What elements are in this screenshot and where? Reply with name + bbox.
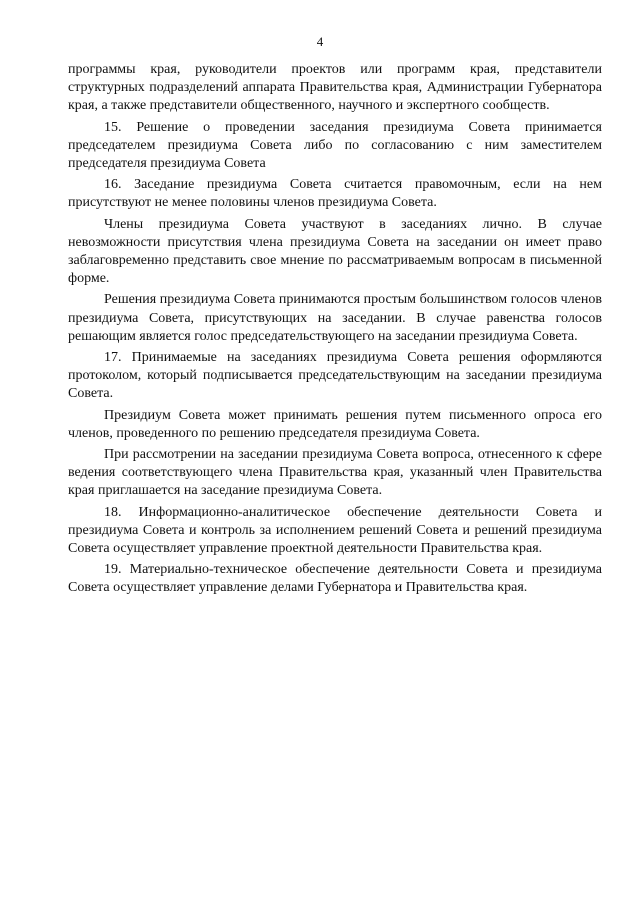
page-number: 4 [316, 34, 324, 49]
paragraph-continuation: программы края, руководители проектов или программ края, представители структурных подразделений аппарата Правительства края, Администрации Губернатора края, а также представители общественного, научного и экспертного сообществ. [68, 62, 602, 114]
paragraph-item-19: 19. Материально-техническое обеспечение деятельности Совета и президиума Совета осуществляет управление делами Губернатора и Правительства края. [68, 562, 602, 596]
paragraph-item-16: 16. Заседание президиума Совета считается правомочным, если на нем присутствуют не менее половины членов президиума Совета. [68, 177, 602, 211]
paragraph-item-18: 18. Информационно-аналитическое обеспечение деятельности Совета и президиума Совета и контроль за исполнением решений Совета и решений президиума Совета осуществляет управление проектной деятельности Правительства края. [68, 504, 602, 557]
paragraph-item-15: 15. Решение о проведении заседания президиума Совета принимается председателем президиума Совета либо по согласованию с ним заместителем председателя президиума Совета [68, 119, 602, 172]
paragraph-item-17: 17. Принимаемые на заседаниях президиума Совета решения оформляются протоколом, который подписывается председательствующим на заседании президиума Совета. [68, 350, 602, 402]
document-body [68, 61, 602, 598]
paragraph-written-poll: Президиум Совета может принимать решения путем письменного опроса его членов, проведенного по решению председателя президиума Совета. [68, 407, 602, 441]
paragraph-government-member-invitation: При рассмотрении на заседании президиума Совета вопроса, отнесенного к сфере ведения соответствующего члена Правительства края, указанный член Правительства края приглашается на заседание президиума Совета. [68, 447, 602, 499]
paragraph-decisions-majority: Решения президиума Совета принимаются простым большинством голосов членов президиума Совета, присутствующих на заседании. В случае равенства голосов решающим является голос председательствующего на заседании президиума Совета. [68, 292, 602, 344]
paragraph-members-attendance: Члены президиума Совета участвуют в заседаниях лично. В случае невозможности присутствия члена президиума Совета на заседании он имеет право заблаговременно представить свое мнение по рассматриваемым вопросам в письменной форме. [68, 216, 602, 287]
